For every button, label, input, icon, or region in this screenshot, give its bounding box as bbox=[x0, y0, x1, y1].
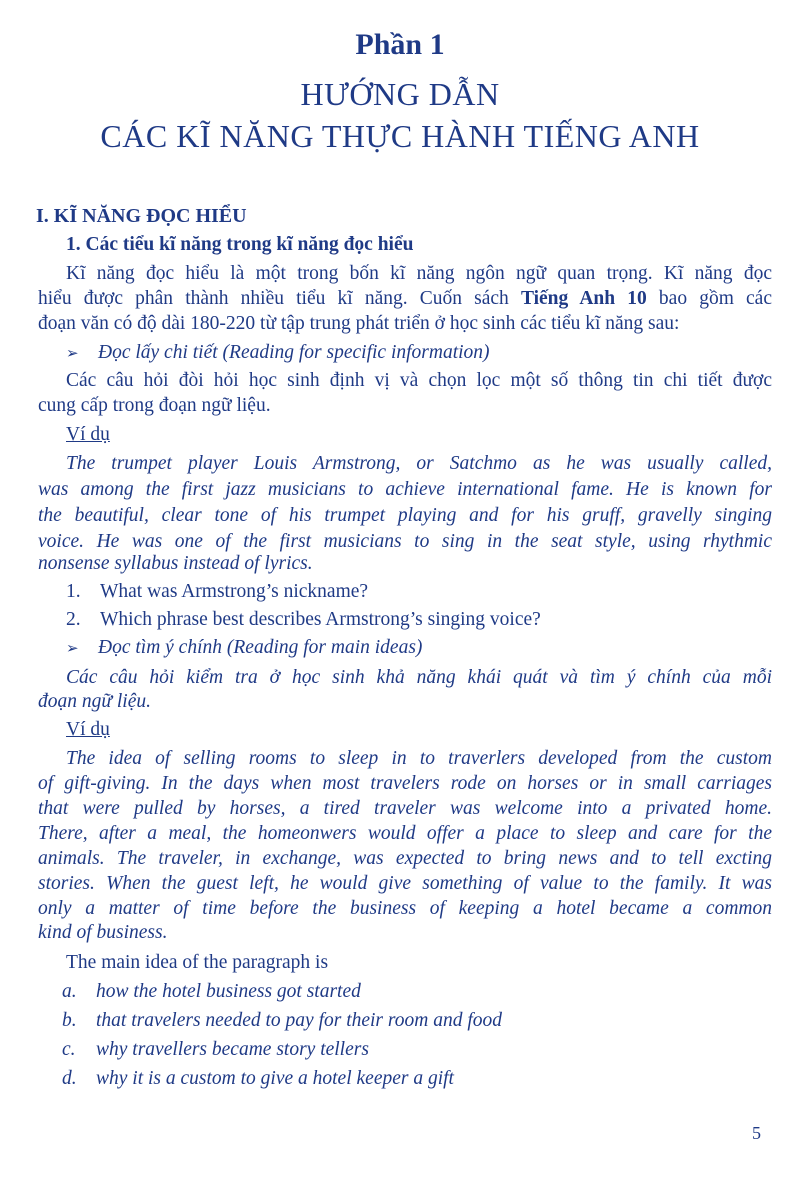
main-idea-question: The main idea of the paragraph is bbox=[66, 952, 329, 973]
skill2-desc-1: Các câu hỏi kiểm tra ở học sinh khả năng khái quát và tìm ý chính của mỗi bbox=[66, 667, 772, 688]
intro-line-1: Kĩ năng đọc hiểu là một trong bốn kĩ năng ngôn ngữ quan trọng. Kĩ năng đọc bbox=[66, 263, 772, 284]
intro-line-2: hiểu được phân thành nhiều tiểu kĩ năng. Cuốn sách Tiếng Anh 10 bao gồm các bbox=[38, 288, 772, 309]
skill2-passage-3: that were pulled by horses, a tired traveler was welcome into a privated home. bbox=[38, 798, 772, 819]
skill2-passage-2: of gift-giving. In the days when most travelers rode on horses or in small carriages bbox=[38, 773, 772, 794]
skill2-bullet bbox=[66, 636, 778, 661]
option-d: d. why it is a custom to give a hotel keeper a gift bbox=[62, 1068, 454, 1089]
skill1-passage-4: voice. He was one of the first musicians to sing in the seat style, using rhythmic bbox=[38, 531, 772, 552]
skill1-passage-1: The trumpet player Louis Armstrong, or Satchmo as he was usually called, bbox=[66, 453, 772, 474]
title-line-1: HƯỚNG DẪN bbox=[300, 76, 500, 112]
skill1-passage-5: nonsense syllabus instead of lyrics. bbox=[38, 553, 313, 574]
skill1-bullet bbox=[66, 341, 778, 366]
skill2-passage-4: There, after a meal, the homeonwers would offer a place to sleep and care for the bbox=[38, 823, 772, 844]
skill2-passage-1: The idea of selling rooms to sleep in to traverlers developed from the custom bbox=[66, 748, 772, 769]
option-c: c. why travellers became story tellers bbox=[62, 1039, 369, 1060]
skill2-example-label: Ví dụ bbox=[66, 719, 110, 740]
skill1-example-label: Ví dụ bbox=[66, 424, 110, 445]
intro-line-3: đoạn văn có độ dài 180-220 từ tập trung phát triển ở học sinh các tiểu kĩ năng sau: bbox=[38, 313, 680, 334]
skill1-label: Đọc lấy chi tiết (Reading for specific information) bbox=[98, 342, 490, 363]
skill1-passage-3: the beautiful, clear tone of his trumpet playing and for his gruff, gravelly singing bbox=[38, 505, 772, 526]
skill2-passage-7: only a matter of time before the business of keeping a hotel became a common bbox=[38, 898, 772, 919]
section-heading: I. KĨ NĂNG ĐỌC HIỂU bbox=[36, 205, 247, 227]
option-b: b. that travelers needed to pay for their room and food bbox=[62, 1010, 503, 1031]
arrow-bullet-icon: ➢ bbox=[66, 641, 79, 657]
skill2-passage-5: animals. The traveler, in exchange, was expected to bring news and to tell excting bbox=[38, 848, 772, 869]
arrow-bullet-icon: ➢ bbox=[66, 346, 79, 362]
question-1: 1. What was Armstrong’s nickname? bbox=[66, 581, 369, 602]
skill1-passage-2: was among the first jazz musicians to achieve international fame. He is known for bbox=[38, 479, 772, 500]
skill2-label: Đọc tìm ý chính (Reading for main ideas) bbox=[98, 637, 423, 658]
skill1-desc-1: Các câu hỏi đòi hỏi học sinh định vị và chọn lọc một số thông tin chi tiết được bbox=[66, 370, 772, 391]
skill2-desc-2: đoạn ngữ liệu. bbox=[38, 691, 152, 712]
skill2-passage-8: kind of business. bbox=[38, 922, 168, 943]
part-label: Phần 1 bbox=[355, 28, 445, 61]
question-2: 2. Which phrase best describes Armstrong’s singing voice? bbox=[66, 609, 541, 630]
skill2-passage-6: stories. When the guest left, he would give something of value to the family. It was bbox=[38, 873, 772, 894]
book-title: Tiếng Anh 10 bbox=[520, 288, 647, 309]
skill1-desc-2: cung cấp trong đoạn ngữ liệu. bbox=[38, 395, 271, 416]
page-number: 5 bbox=[752, 1123, 761, 1143]
option-a: a. how the hotel business got started bbox=[62, 981, 361, 1002]
sub-heading: 1. Các tiểu kĩ năng trong kĩ năng đọc hiểu bbox=[66, 234, 414, 255]
title-line-2: CÁC KĨ NĂNG THỰC HÀNH TIẾNG ANH bbox=[100, 118, 700, 154]
